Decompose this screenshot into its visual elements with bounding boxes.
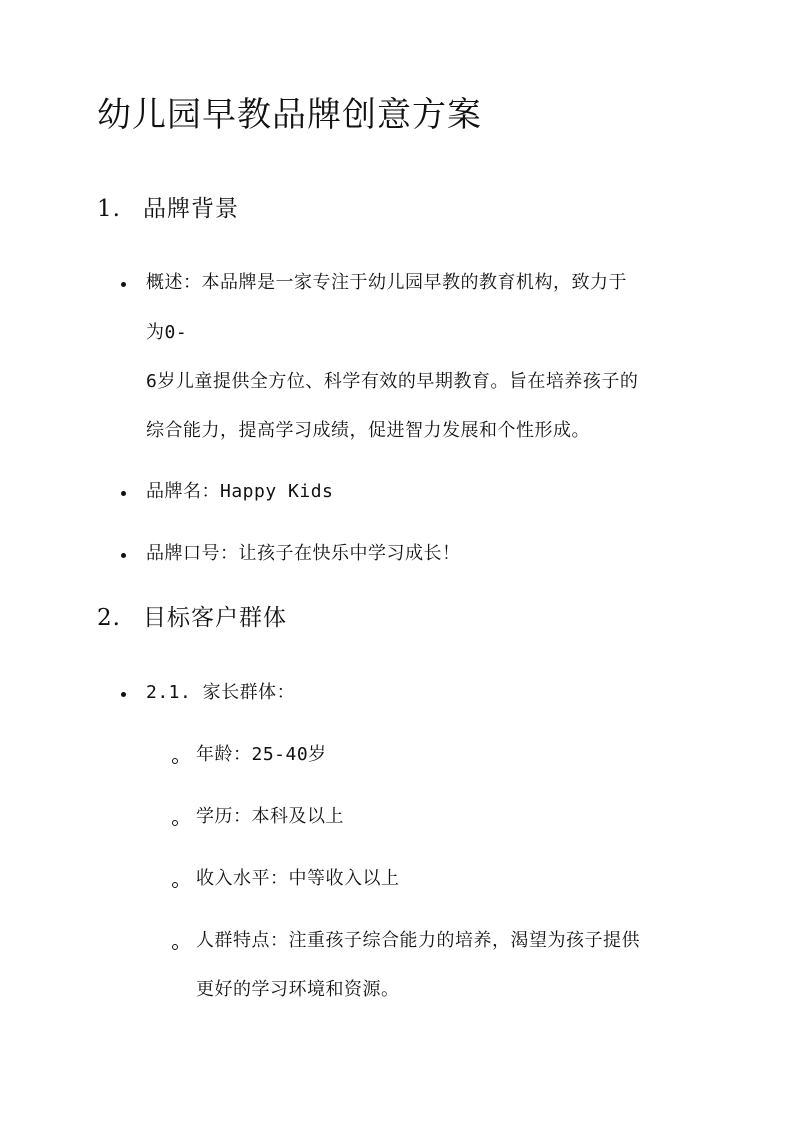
parent-group-line: 2.1. 家长群体： <box>146 682 296 703</box>
sub-bullet-circle <box>172 758 178 764</box>
bullet-dot <box>121 692 126 697</box>
traits-line-1: 人群特点：注重孩子综合能力的培养，渴望为孩子提供 <box>196 930 640 951</box>
section-number: 2. <box>97 605 121 631</box>
sub-bullet-circle <box>172 944 178 950</box>
overview-line-1: 概述：本品牌是一家专注于幼儿园早教的教育机构，致力于 <box>146 272 627 293</box>
brand-slogan-line: 品牌口号：让孩子在快乐中学习成长！ <box>146 543 461 564</box>
section-title: 品牌背景 <box>143 196 239 222</box>
age-line: 年龄：25-40岁 <box>196 744 327 765</box>
bullet-dot <box>121 553 126 558</box>
section-title: 目标客户群体 <box>143 605 287 631</box>
section-heading-brand-background <box>97 196 239 224</box>
education-line: 学历：本科及以上 <box>196 806 344 827</box>
section-heading-target-customers <box>97 605 287 633</box>
overview-line-2: 为0- <box>146 322 188 343</box>
brand-name-line: 品牌名：Happy Kids <box>146 481 334 502</box>
section-number: 1. <box>97 196 121 222</box>
bullet-dot <box>121 491 126 496</box>
bullet-dot <box>121 282 126 287</box>
sub-bullet-circle <box>172 882 178 888</box>
income-line: 收入水平：中等收入以上 <box>196 868 400 889</box>
overview-line-3: 6岁儿童提供全方位、科学有效的早期教育。旨在培养孩子的 <box>146 371 639 392</box>
sub-bullet-circle <box>172 820 178 826</box>
traits-line-2: 更好的学习环境和资源。 <box>196 979 400 1000</box>
overview-line-4: 综合能力，提高学习成绩，促进智力发展和个性形成。 <box>146 420 590 441</box>
document-title: 幼儿园早教品牌创意方案 <box>97 95 482 135</box>
